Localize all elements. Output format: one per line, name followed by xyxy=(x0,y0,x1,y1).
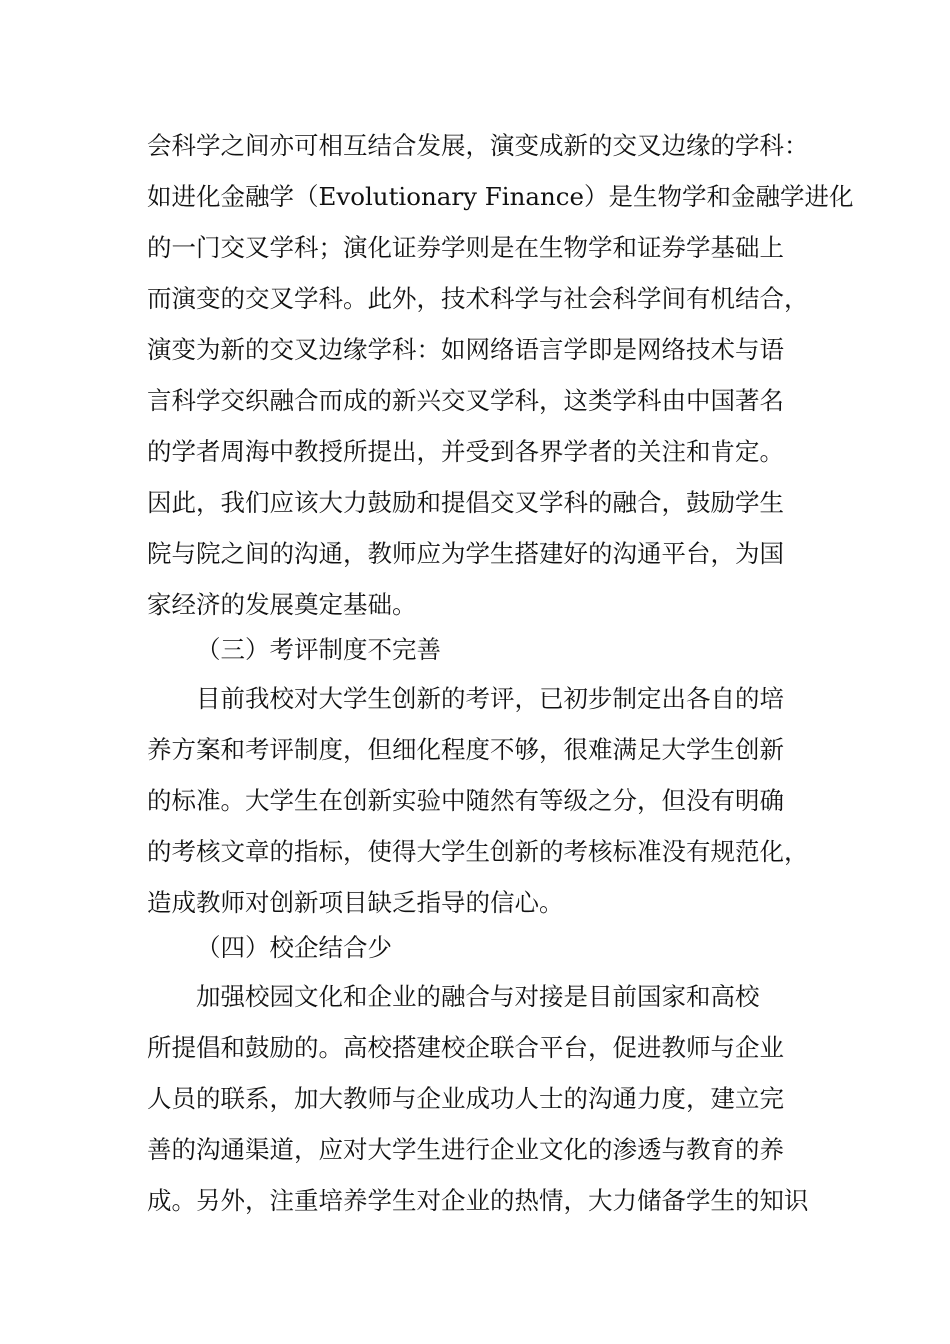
paragraph-1-line-9: 院与院之间的沟通，教师应为学生搭建好的沟通平台，为国 xyxy=(147,539,784,568)
paragraph-3-line-3: 人员的联系，加大教师与企业成功人士的沟通力度，建立完 xyxy=(147,1084,784,1113)
paragraph-2-line-5: 造成教师对创新项目缺乏指导的信心。 xyxy=(147,888,564,917)
section-heading-3: （三）考评制度不完善 xyxy=(196,635,441,664)
paragraph-3-line-1: 加强校园文化和企业的融合与对接是目前国家和高校 xyxy=(196,982,760,1011)
paragraph-1-line-4: 而演变的交叉学科。此外，技术科学与社会科学间有机结合， xyxy=(147,284,809,313)
section-heading-4: （四）校企结合少 xyxy=(196,933,392,962)
paragraph-1-line-8: 因此，我们应该大力鼓励和提倡交叉学科的融合，鼓励学生 xyxy=(147,488,784,517)
paragraph-2-line-1: 目前我校对大学生创新的考评，已初步制定出各自的培 xyxy=(196,684,784,713)
paragraph-3-line-4: 善的沟通渠道，应对大学生进行企业文化的渗透与教育的养 xyxy=(147,1135,784,1164)
paragraph-2-line-4: 的考核文章的指标，使得大学生创新的考核标准没有规范化， xyxy=(147,837,809,866)
paragraph-1-line-7: 的学者周海中教授所提出，并受到各界学者的关注和肯定。 xyxy=(147,437,784,466)
paragraph-1-line-2: 如进化金融学（Evolutionary Finance）是生物学和金融学进化 xyxy=(147,182,854,211)
paragraph-3-line-5: 成。另外，注重培养学生对企业的热情，大力储备学生的知识 xyxy=(147,1186,809,1215)
paragraph-2-line-3: 的标准。大学生在创新实验中随然有等级之分，但没有明确 xyxy=(147,786,784,815)
paragraph-2-line-2: 养方案和考评制度，但细化程度不够，很难满足大学生创新 xyxy=(147,735,784,764)
paragraph-1-line-5: 演变为新的交叉边缘学科：如网络语言学即是网络技术与语 xyxy=(147,335,784,364)
paragraph-1-line-6: 言科学交织融合而成的新兴交叉学科，这类学科由中国著名 xyxy=(147,386,784,415)
paragraph-1-line-10: 家经济的发展奠定基础。 xyxy=(147,590,417,619)
paragraph-1-line-3: 的一门交叉学科；演化证券学则是在生物学和证券学基础上 xyxy=(147,233,784,262)
paragraph-1-line-1: 会科学之间亦可相互结合发展，演变成新的交叉边缘的学科： xyxy=(147,131,809,160)
paragraph-3-line-2: 所提倡和鼓励的。高校搭建校企联合平台，促进教师与企业 xyxy=(147,1033,784,1062)
